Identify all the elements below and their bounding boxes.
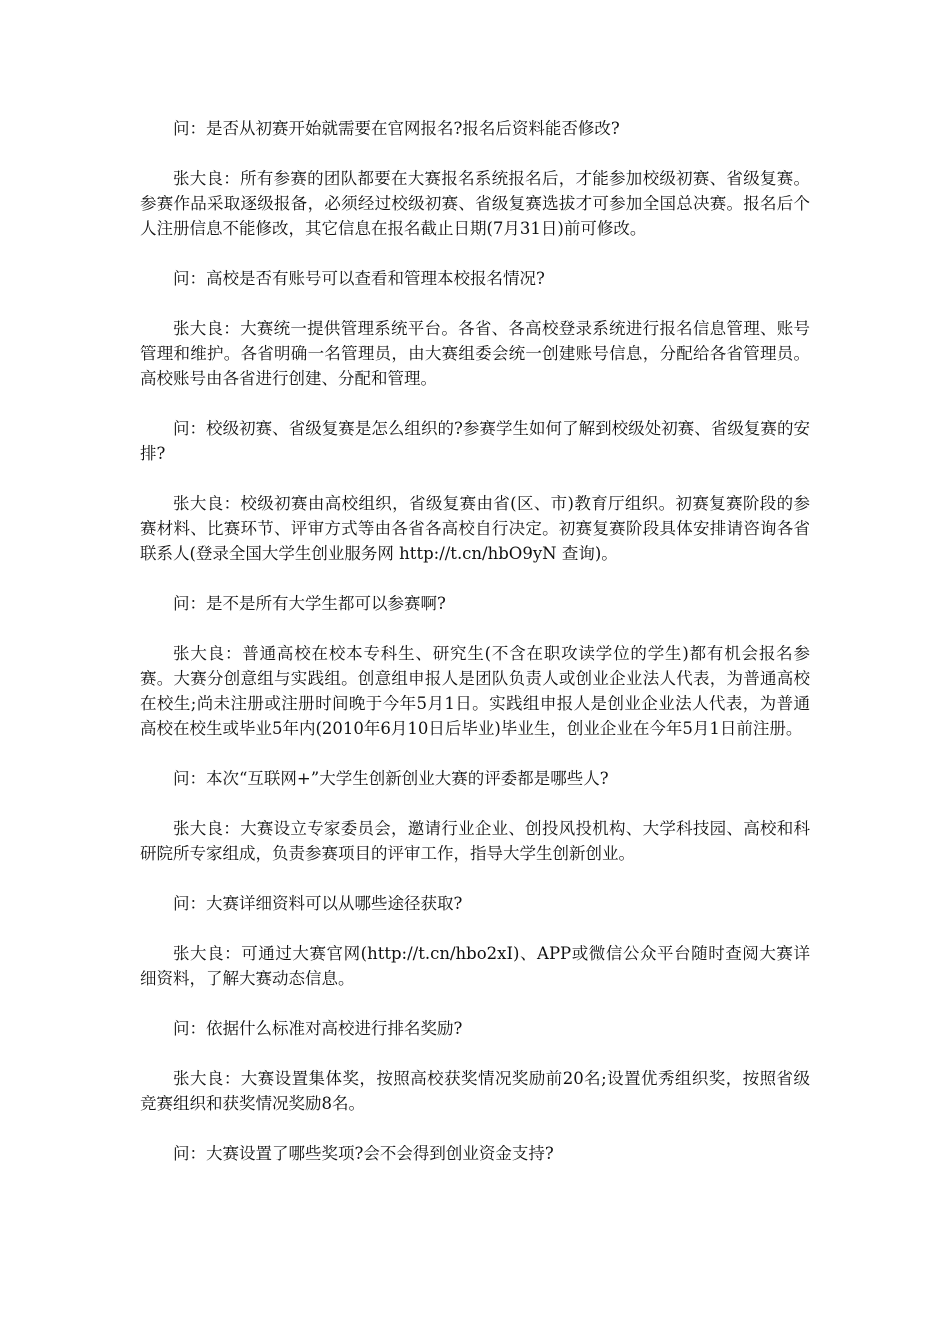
question-paragraph: 问：是不是所有大学生都可以参赛啊?: [173, 594, 446, 613]
question-paragraph: 问：高校是否有账号可以查看和管理本校报名情况?: [173, 269, 545, 288]
document-body: [140, 116, 810, 1191]
question-paragraph: 问：校级初赛、省级复赛是怎么组织的?参赛学生如何了解到校级处初赛、省级复赛的安排?: [140, 419, 810, 463]
answer-paragraph: 张大良：大赛设立专家委员会，邀请行业企业、创投风投机构、大学科技园、高校和科研院所专家组成，负责参赛项目的评审工作，指导大学生创新创业。: [140, 819, 810, 863]
question-paragraph: 问：本次“互联网+”大学生创新创业大赛的评委都是哪些人?: [173, 769, 609, 788]
answer-paragraph: 张大良：普通高校在校本专科生、研究生(不含在职攻读学位的学生)都有机会报名参赛。大赛分创意组与实践组。创意组申报人是团队负责人或创业企业法人代表，为普通高校在校生;尚未注册或注册时间晚于今年5月1日。实践组申报人是创业企业法人代表，为普通高校在校生或毕业5年内(2010年6月10日后毕业)毕业生，创业企业在今年5月1日前注册。: [140, 644, 810, 738]
question-paragraph: 问：依据什么标准对高校进行排名奖励?: [173, 1019, 463, 1038]
answer-paragraph: 张大良：所有参赛的团队都要在大赛报名系统报名后，才能参加校级初赛、省级复赛。参赛作品采取逐级报备，必须经过校级初赛、省级复赛选拔才可参加全国总决赛。报名后个人注册信息不能修改，其它信息在报名截止日期(7月31日)前可修改。: [140, 169, 810, 238]
answer-paragraph: 张大良：校级初赛由高校组织，省级复赛由省(区、市)教育厅组织。初赛复赛阶段的参赛材料、比赛环节、评审方式等由各省各高校自行决定。初赛复赛阶段具体安排请咨询各省联系人(登录全国大学生创业服务网 http://t.cn/hbO9yN 查询)。: [140, 494, 810, 563]
answer-paragraph: 张大良：可通过大赛官网(http://t.cn/hbo2xI)、APP或微信公众平台随时查阅大赛详细资料，了解大赛动态信息。: [140, 944, 810, 988]
answer-paragraph: 张大良：大赛统一提供管理系统平台。各省、各高校登录系统进行报名信息管理、账号管理和维护。各省明确一名管理员，由大赛组委会统一创建账号信息，分配给各省管理员。高校账号由各省进行创建、分配和管理。: [140, 319, 810, 388]
question-paragraph: 问：是否从初赛开始就需要在官网报名?报名后资料能否修改?: [173, 119, 620, 138]
answer-paragraph: 张大良：大赛设置集体奖，按照高校获奖情况奖励前20名;设置优秀组织奖，按照省级竞赛组织和获奖情况奖励8名。: [140, 1069, 810, 1113]
question-paragraph: 问：大赛详细资料可以从哪些途径获取?: [173, 894, 463, 913]
question-paragraph: 问：大赛设置了哪些奖项?会不会得到创业资金支持?: [173, 1144, 554, 1163]
